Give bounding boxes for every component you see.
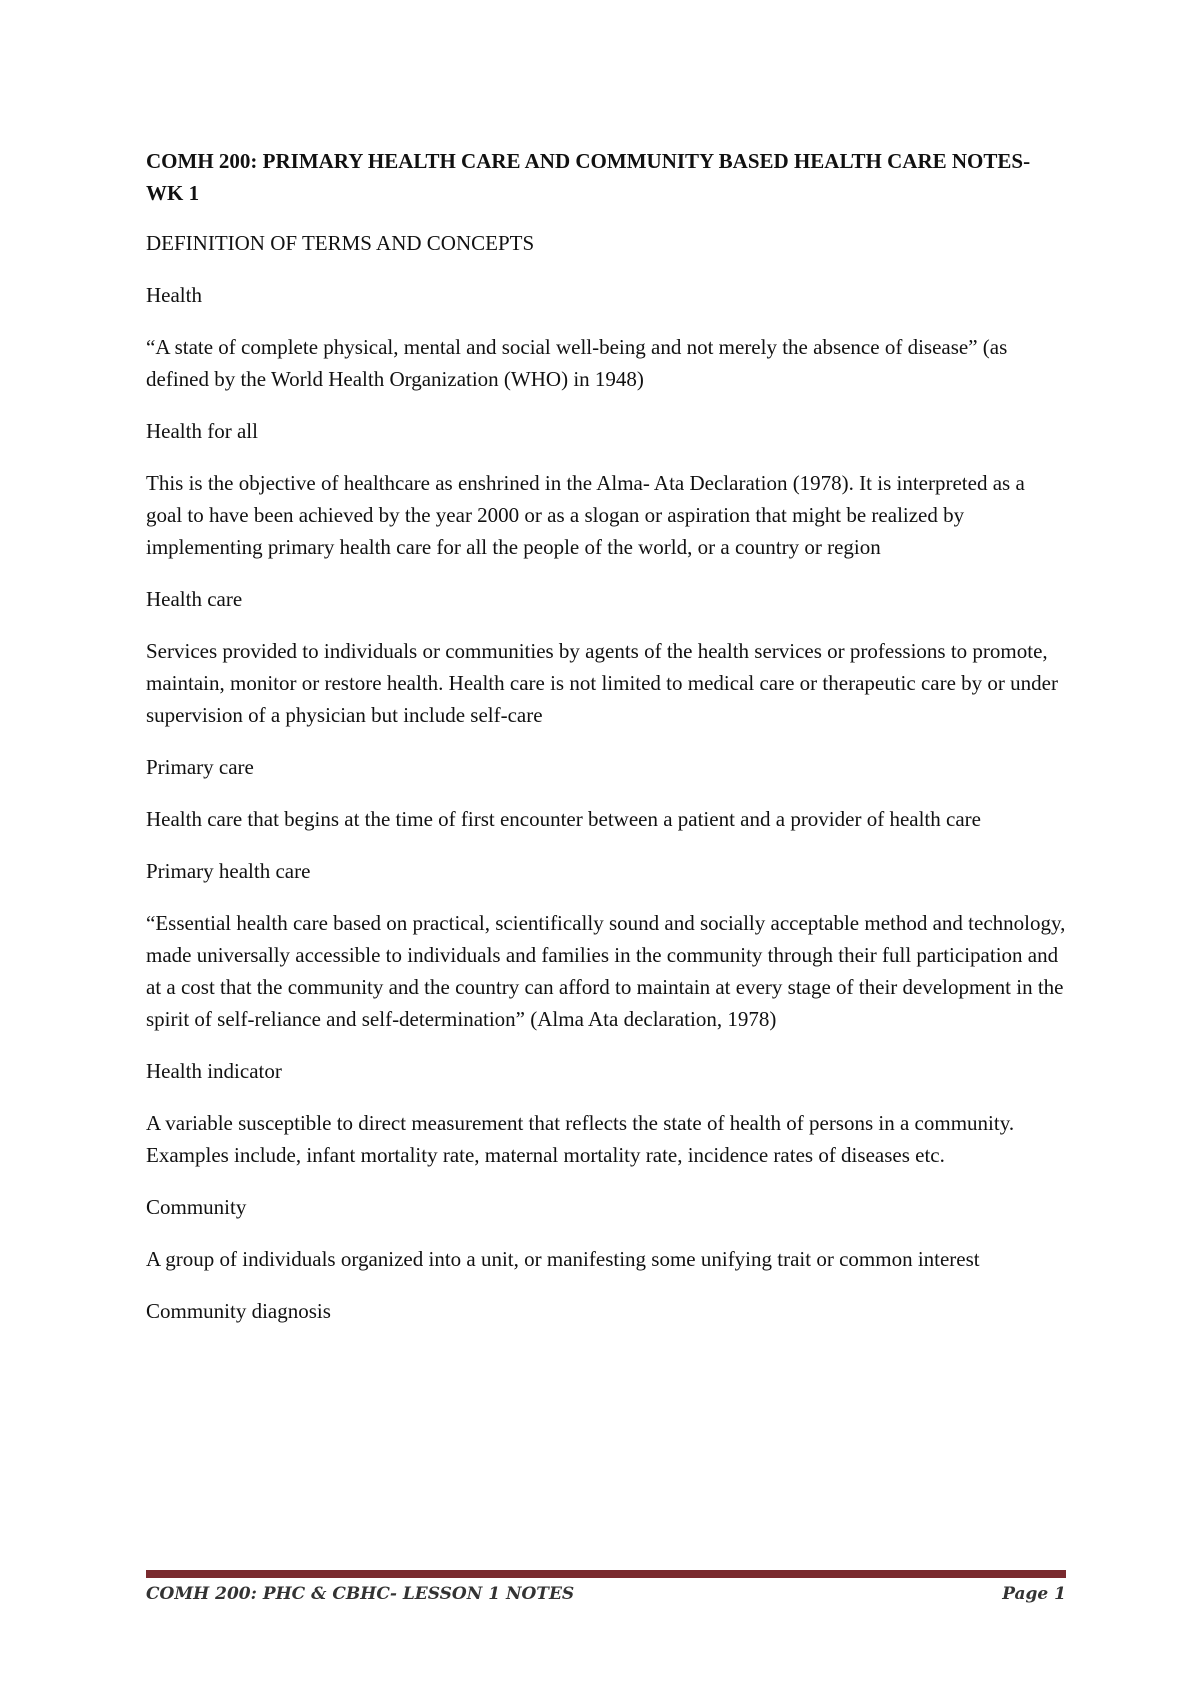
definition-health-for-all: This is the objective of healthcare as enshrined in the Alma- Ata Declaration (1978). It is interpreted as a goal to have been achieved by the year 2000 or as a slogan or aspiration that might be realized by implementing primary health care for all the people of the world, or a country or region xyxy=(146,471,1025,559)
definition-community: A group of individuals organized into a unit, or manifesting some unifying trait or common interest xyxy=(146,1247,980,1271)
term-health: Health xyxy=(146,283,202,307)
page-footer xyxy=(146,1584,1066,1604)
document-body xyxy=(146,145,1066,1347)
definition-primary-health-care: “Essential health care based on practical, scientifically sound and socially acceptable method and technology, made universally accessible to individuals and families in the community through their full participation and at a cost that the community and the country can afford to maintain at every stage of their development in the spirit of self-reliance and self-determination” (Alma Ata declaration, 1978) xyxy=(146,911,1066,1031)
definition-health-care: Services provided to individuals or communities by agents of the health services or professions to promote, maintain, monitor or restore health. Health care is not limited to medical care or therapeutic care by or under supervision of a physician but include self-care xyxy=(146,639,1058,727)
footer-page-number: Page 1 xyxy=(1002,1584,1066,1604)
document-title: COMH 200: PRIMARY HEALTH CARE AND COMMUNITY BASED HEALTH CARE NOTES- WK 1 xyxy=(146,149,1031,205)
footer-rule xyxy=(146,1570,1066,1578)
definition-health-indicator: A variable susceptible to direct measurement that reflects the state of health of persons in a community. Examples include, infant mortality rate, maternal mortality rate, incidence rates of diseases etc. xyxy=(146,1111,1015,1167)
definition-health: “A state of complete physical, mental and social well-being and not merely the absence of disease” (as defined by the World Health Organization (WHO) in 1948) xyxy=(146,335,1008,391)
footer-course-label: COMH 200: PHC & CBHC- LESSON 1 NOTES xyxy=(146,1584,575,1604)
term-community-diagnosis: Community diagnosis xyxy=(146,1299,331,1323)
term-health-for-all: Health for all xyxy=(146,419,258,443)
term-primary-care: Primary care xyxy=(146,755,254,779)
section-heading: DEFINITION OF TERMS AND CONCEPTS xyxy=(146,231,535,255)
term-primary-health-care: Primary health care xyxy=(146,859,311,883)
term-community: Community xyxy=(146,1195,247,1219)
term-health-care: Health care xyxy=(146,587,243,611)
definition-primary-care: Health care that begins at the time of first encounter between a patient and a provider of health care xyxy=(146,807,981,831)
term-health-indicator: Health indicator xyxy=(146,1059,282,1083)
